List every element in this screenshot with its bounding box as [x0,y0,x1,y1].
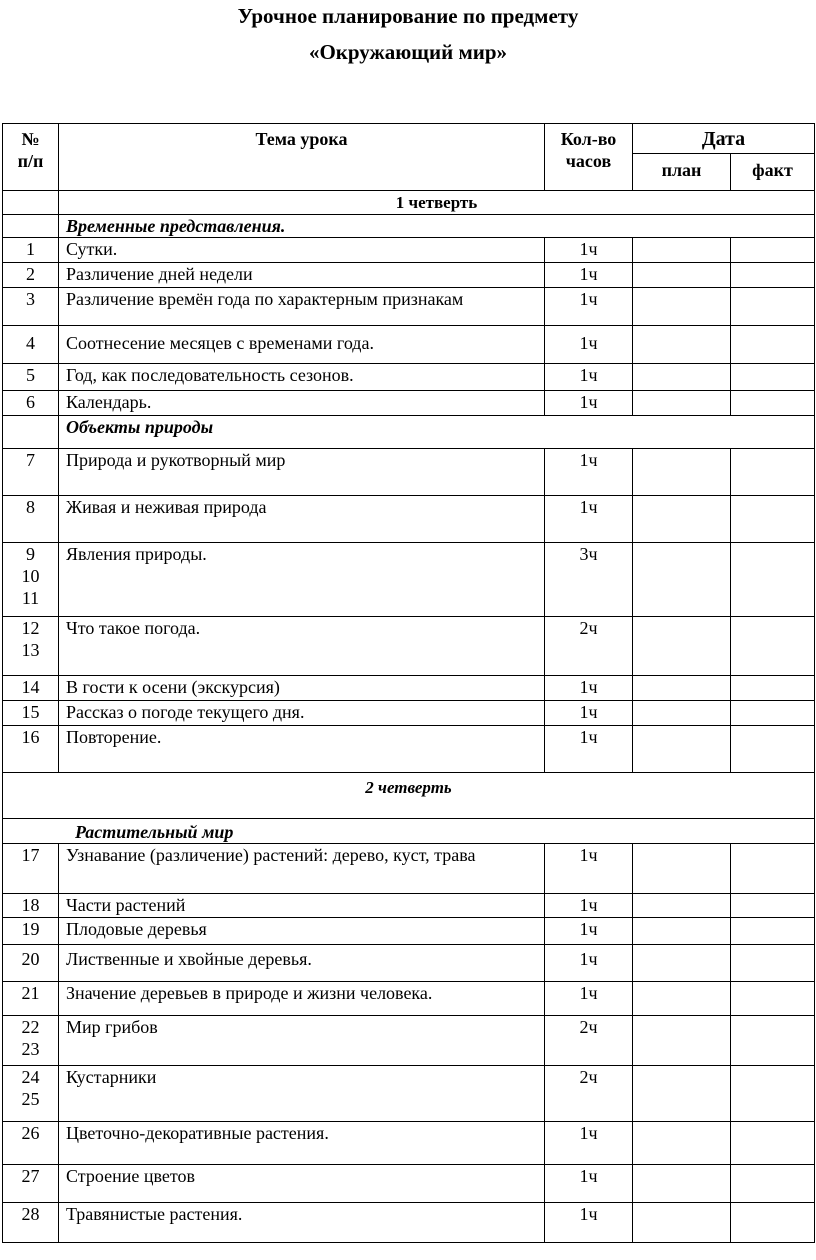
section-heading: Объекты природы [59,416,815,449]
document-title: Урочное планирование по предмету [237,4,579,28]
document-subtitle: «Окружающий мир» [308,40,508,64]
row-topic: Различение дней недели [59,263,545,288]
row-hours: 2ч [545,617,633,676]
row-topic: Лиственные и хвойные деревья. [59,945,545,982]
row-hours: 1ч [545,326,633,364]
row-topic: Явления природы. [59,543,545,617]
row-num: 28 [3,1203,59,1243]
quarter-2-heading: 2 четверть [3,773,815,819]
row-hours: 1ч [545,496,633,543]
row-num: 27 [3,1165,59,1203]
row-num: 17 [3,844,59,894]
row-hours: 1ч [545,982,633,1016]
row-hours: 1ч [545,1122,633,1165]
row-topic: Плодовые деревья [59,918,545,945]
row-num: 4 [3,326,59,364]
row-topic: Соотнесение месяцев с временами года. [59,326,545,364]
row-num: 6 [3,391,59,416]
row-hours: 1ч [545,894,633,918]
row-topic: Травянистые растения. [59,1203,545,1243]
row-num: 9 10 11 [3,543,59,617]
quarter-1-heading: 1 четверть [59,191,815,215]
row-num: 22 23 [3,1016,59,1066]
row-hours: 1ч [545,391,633,416]
lesson-plan-table [2,123,815,1243]
row-hours: 1ч [545,263,633,288]
row-topic: Кустарники [59,1066,545,1122]
row-num: 18 [3,894,59,918]
row-topic: Живая и неживая природа [59,496,545,543]
row-hours: 1ч [545,364,633,391]
row-hours: 2ч [545,1066,633,1122]
row-hours: 1ч [545,238,633,263]
header-hours: Кол-во часов [545,124,633,191]
row-topic: Цветочно-декоративные растения. [59,1122,545,1165]
row-hours: 2ч [545,1016,633,1066]
row-num: 16 [3,726,59,773]
empty-cell [3,191,59,215]
row-hours: 1ч [545,1203,633,1243]
row-hours: 1ч [545,676,633,701]
header-fact: факт [731,154,815,191]
row-hours: 1ч [545,449,633,496]
row-num: 21 [3,982,59,1016]
section-heading: Растительный мир [3,819,815,844]
row-hours: 3ч [545,543,633,617]
row-topic: Части растений [59,894,545,918]
row-num: 20 [3,945,59,982]
row-topic: Рассказ о погоде текущего дня. [59,701,545,726]
header-date: Дата [633,124,815,154]
row-hours: 1ч [545,701,633,726]
row-num: 2 [3,263,59,288]
row-topic: Что такое погода. [59,617,545,676]
row-topic: Мир грибов [59,1016,545,1066]
row-num: 26 [3,1122,59,1165]
row-num: 3 [3,288,59,326]
row-topic: Значение деревьев в природе и жизни человека. [59,982,545,1016]
row-topic: В гости к осени (экскурсия) [59,676,545,701]
row-num: 12 13 [3,617,59,676]
header-topic: Тема урока [59,124,545,191]
row-topic: Природа и рукотворный мир [59,449,545,496]
row-num: 14 [3,676,59,701]
row-hours: 1ч [545,288,633,326]
header-num: № п/п [3,124,59,191]
section-heading: Временные представления. [59,215,815,238]
row-topic: Сутки. [59,238,545,263]
row-topic: Строение цветов [59,1165,545,1203]
row-num: 5 [3,364,59,391]
row-num: 19 [3,918,59,945]
row-topic: Различение времён года по характерным признакам [59,288,545,326]
row-num: 1 [3,238,59,263]
row-num: 8 [3,496,59,543]
row-topic: Календарь. [59,391,545,416]
header-plan: план [633,154,731,191]
row-num: 24 25 [3,1066,59,1122]
row-hours: 1ч [545,844,633,894]
row-num: 15 [3,701,59,726]
row-topic: Повторение. [59,726,545,773]
row-topic: Год, как последовательность сезонов. [59,364,545,391]
row-topic: Узнавание (различение) растений: дерево, куст, трава [59,844,545,894]
row-hours: 1ч [545,918,633,945]
row-hours: 1ч [545,726,633,773]
row-hours: 1ч [545,945,633,982]
row-num: 7 [3,449,59,496]
row-hours: 1ч [545,1165,633,1203]
